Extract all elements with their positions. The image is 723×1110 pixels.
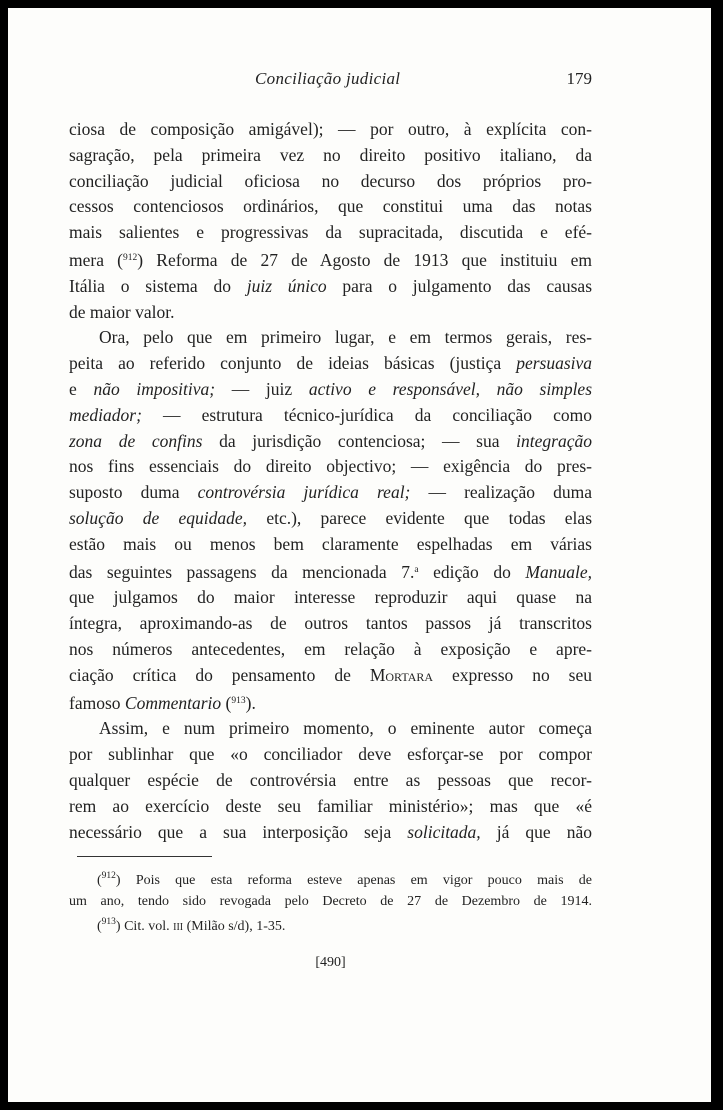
ordinal-mark: a (414, 564, 419, 575)
emphasis: Manuale, (525, 561, 592, 582)
footnotes (69, 866, 592, 937)
text-line (69, 403, 592, 429)
text-line (69, 480, 592, 506)
word: e (69, 378, 77, 399)
text-line (69, 351, 592, 377)
word: — estrutura técnico-jurídica da conciliação como (163, 404, 592, 425)
text-line: Ora, pelo que em primeiro lugar, e em termos gerais, res- (99, 327, 592, 348)
text-line (69, 274, 592, 300)
word: da jurisdição contenciosa; — sua (219, 430, 500, 451)
running-head (69, 69, 592, 95)
author-name: Mortara (369, 664, 434, 685)
text-line: rem ao exercício deste seu familiar ministério»; mas que «é (69, 795, 592, 816)
word: Cit. vol. (124, 919, 170, 934)
text-line: Assim, e num primeiro momento, o eminente autor começa (99, 718, 592, 739)
text-line (69, 377, 592, 403)
emphasis: solução de equidade, (69, 507, 248, 528)
word: Reforma de 27 de Agosto de 1913 que instituiu em (156, 249, 593, 270)
footnote-912-line: ($^{912}$) Pois que esta reforma esteve apenas em vigor pouco mais de (97, 871, 592, 888)
page-number: 179 (566, 69, 592, 88)
word: (Milão s/d), 1-35. (186, 919, 286, 934)
text-line (69, 663, 592, 689)
text-line: de maior valor. (69, 301, 175, 322)
text-line: mais salientes e progressivas da supracitada, discutida e efé- (69, 222, 592, 243)
text-line (69, 820, 592, 846)
word: já que não (496, 821, 593, 842)
text-line: famoso Commentario ($^{913}$). (69, 692, 256, 713)
footnote-913-line: ($^{913}$) Cit. vol. iii (Milão s/d), 1-35. (97, 917, 286, 934)
body-text (69, 117, 592, 845)
word: peita ao referido conjunto de ideias básicas (justiça (69, 353, 502, 374)
text-line: cessos contenciosos ordinários, que constitui uma das notas (69, 196, 592, 217)
emphasis: persuasiva (516, 353, 593, 374)
footnote-ref-913[interactable]: 913 (231, 695, 246, 706)
footnote-mark: 912 (101, 871, 116, 881)
text-line (69, 558, 592, 586)
text-line: mera ($^{912}$) Reforma de 27 de Agosto de 1913 que instituiu em (69, 249, 593, 270)
word: famoso (69, 692, 121, 713)
text-line: nos fins essenciais do direito objectivo; — exigência do pres- (69, 456, 592, 477)
emphasis: activo e responsável, não simples (308, 378, 593, 399)
word: Itália o sistema do (69, 275, 231, 296)
text-line (69, 506, 592, 532)
word: expresso no seu (452, 664, 593, 685)
word: mera (69, 249, 104, 270)
text-line: íntegra, aproximando-as de outros tantos passos já transcritos (69, 613, 592, 634)
text-line: estão mais ou menos bem claramente espelhadas em várias (69, 533, 592, 554)
emphasis: solicitada, (407, 821, 481, 842)
word: das seguintes passagens da mencionada 7. (69, 561, 415, 582)
footnote-divider (77, 856, 212, 857)
text-line (69, 429, 592, 455)
emphasis: Commentario (124, 692, 222, 713)
word: edição do (433, 561, 511, 582)
word: — juiz (231, 378, 293, 399)
emphasis: zona de confins (69, 430, 203, 451)
footnote-912-line: um ano, tendo sido revogada pelo Decreto de 27 de Dezembro de 1914. (69, 894, 592, 909)
text-line: nos números antecedentes, em relação à exposição e apre- (69, 638, 592, 659)
word: . (251, 692, 256, 713)
text-line: sagração, pela primeira vez no direito positivo italiano, da (69, 144, 592, 165)
text-line: qualquer espécie de controvérsia entre as pessoas que recor- (69, 769, 592, 790)
word: etc.), parece evidente que todas elas (266, 507, 593, 528)
emphasis: integração (516, 430, 592, 451)
footnote-ref-912[interactable]: 912 (123, 252, 138, 263)
emphasis: não impositiva; (93, 378, 216, 399)
word: — realização duma (428, 482, 592, 503)
word: para o julgamento das causas (342, 275, 593, 296)
text-line: por sublinhar que «o conciliador deve esforçar-se por compor (69, 744, 592, 765)
roman-numeral: iii (173, 919, 184, 934)
text-line: conciliação judicial oficiosa no decurso dos próprios pro- (69, 170, 592, 191)
emphasis: juiz único (246, 275, 327, 296)
word: necessário que a sua interposição seja (69, 821, 392, 842)
folio-number: [490] (315, 955, 346, 970)
emphasis: mediador; (69, 404, 142, 425)
footnote-mark: 913 (101, 917, 116, 927)
running-title: Conciliação judicial (255, 69, 401, 88)
word: ciação crítica do pensamento de (69, 664, 351, 685)
text-line: que julgamos do maior interesse reproduzir aqui quase na (69, 587, 592, 608)
emphasis: controvérsia jurídica real; (197, 482, 411, 503)
book-page (8, 8, 711, 1102)
text-line: ciosa de composição amigável); — por outro, à explícita con- (69, 119, 592, 139)
word: suposto duma (69, 482, 180, 503)
word: Pois que esta reforma esteve apenas em vigor pouco mais de (135, 873, 592, 888)
